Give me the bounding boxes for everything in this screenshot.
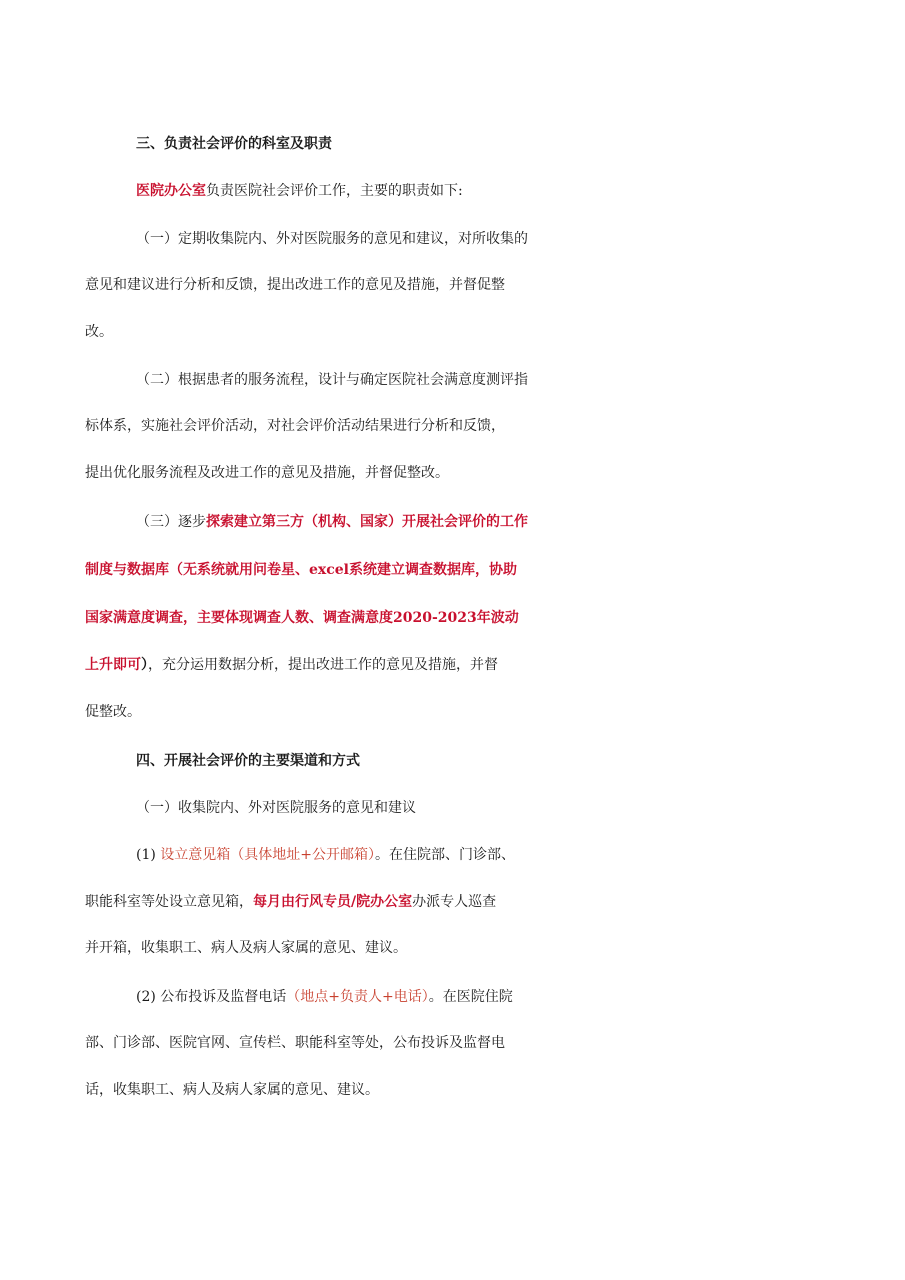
point-1-line-2b: 办派专人巡查 [412, 894, 497, 910]
item-2-line-3: 提出优化服务流程及改进工作的意见及措施，并督促整改。 [85, 465, 449, 481]
point-1-line-2a: 职能科室等处设立意见箱， [85, 894, 253, 910]
point-2-line-1 [136, 975, 905, 1019]
item-1-line-2: 意见和建议进行分析和反馈，提出改进工作的意见及措施，并督促整 [85, 277, 505, 293]
point-2-number: (2) [136, 989, 156, 1005]
point-1-line-1 [136, 833, 905, 877]
item-3-rest: ，充分运用数据分析，提出改进工作的意见及措施，并督 [148, 657, 498, 673]
item-3-highlight-3: 国家满意度调查，主要体现调查人数、调查满意度2020-2023年波动 [85, 610, 519, 626]
point-1-line-2 [85, 880, 905, 924]
item-3-line-1 [136, 500, 905, 544]
point-2-highlight: （地点+负责人+电话） [286, 989, 429, 1005]
item-3-prefix: （三）逐步 [136, 514, 206, 530]
item-3-close-paren: ） [141, 657, 148, 673]
point-2-text: 公布投诉及监督电话 [160, 989, 287, 1005]
point-1-line-3: 并开箱，收集职工、病人及病人家属的意见、建议。 [85, 940, 407, 956]
subsection-1-heading: （一）收集院内、外对医院服务的意见和建议 [136, 800, 416, 816]
item-1-line-1: （一）定期收集院内、外对医院服务的意见和建议，对所收集的 [136, 231, 528, 247]
intro-text: 负责医院社会评价工作，主要的职责如下: [206, 183, 463, 199]
point-1-number: (1) [136, 847, 156, 863]
point-2-rest: 。在医院住院 [428, 989, 513, 1005]
point-1-rest: 。在住院部、门诊部、 [375, 847, 516, 863]
item-2-line-1: （二）根据患者的服务流程，设计与确定医院社会满意度测评指 [136, 372, 528, 388]
section-4-heading: 四、开展社会评价的主要渠道和方式 [136, 753, 360, 769]
point-2-line-3: 话，收集职工、病人及病人家属的意见、建议。 [85, 1082, 379, 1098]
item-3-highlight-4: 上升即可 [85, 657, 141, 673]
dept-name-highlight: 医院办公室 [136, 183, 206, 199]
item-3-line-5: 促整改。 [85, 704, 141, 720]
item-3-line-4 [85, 643, 905, 687]
intro-paragraph [136, 169, 905, 213]
item-2-line-2: 标体系，实施社会评价活动，对社会评价活动结果进行分析和反馈， [85, 418, 505, 434]
point-2-line-2: 部、门诊部、医院官网、宣传栏、职能科室等处，公布投诉及监督电 [85, 1035, 505, 1051]
point-1-highlight: 设立意见箱（具体地址+公开邮箱） [160, 847, 376, 863]
item-1-line-3: 改。 [85, 324, 113, 340]
section-3-heading: 三、负责社会评价的科室及职责 [136, 136, 332, 152]
item-3-highlight-2: 制度与数据库（无系统就用问卷星、excel系统建立调查数据库，协助 [85, 562, 518, 578]
point-1-line-2-highlight: 每月由行风专员/院办公室 [253, 894, 413, 910]
item-3-highlight-1: 探索建立第三方（机构、国家）开展社会评价的工作 [206, 514, 528, 530]
